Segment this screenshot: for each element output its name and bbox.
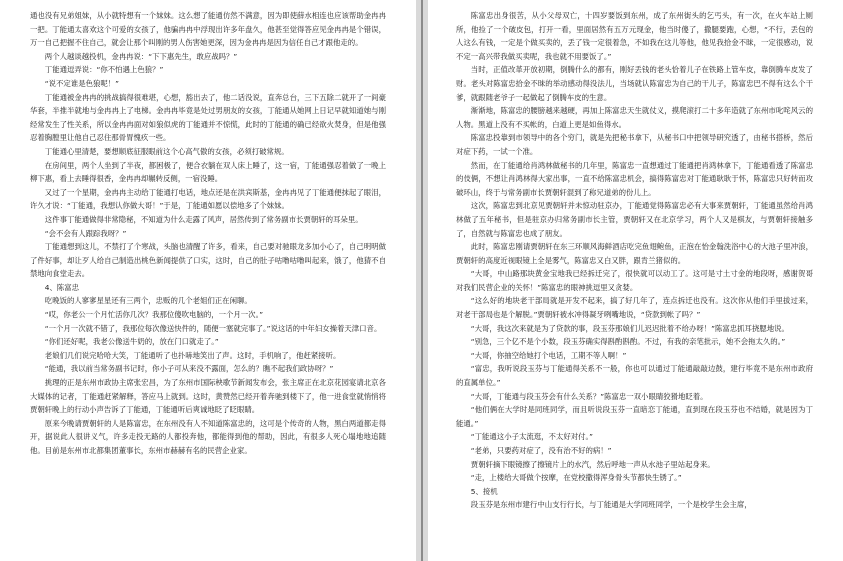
paragraph: 两个人越谈越投机，金冉冉说：“下下惠先生，敢应战吗？” — [44, 51, 238, 61]
paragraph: 陈富忠投靠到市领导中的各个穷门，就是先把秘书拿下，从秘书口中把领导研究透了，由秘书搭桥，然后对症下药，一试一个准。 — [456, 133, 813, 156]
paragraph: “哎，你老公一个月忙活你几次？我那位傻吹电脑的，一个月一次。” — [44, 310, 264, 320]
page-gutter — [416, 0, 428, 561]
paragraph: “他们俩在大学时是同班同学，而且听说段玉芬一直暗恋丁能通，直到现在段玉芬也不结婚，就是因为丁能通。” — [456, 405, 813, 428]
paragraph: 丁能通心里清楚，要想顺底征服眼前这个心高气傲的女孩，必须打破常规。 — [44, 146, 289, 156]
paragraph: 此时，陈富忠刚请贾朝轩在东三环顺风海鲜酒店吃完鱼翅鲍鱼，正泡在怡金翰洗浴中心的大池子里冲浪，贾朝轩的高度近视眼镜上全是雾气，陈富忠又白又胖，跟肯兰猪似的。 — [456, 242, 813, 265]
paragraph: “这么好的地块老干部局就是开发不起来，搞了好几年了，连点拆迁也没有。这次你从他们手里拔过来，对老干部局也是个解脱。”贾朝轩被水冲得凝牙咧嘴地说，“贷款到帐了吗？” — [456, 296, 813, 320]
paragraph: 丁能通想到这儿，不禁打了个寒战，头脑也清醒了许多，看来，自己要对驰眼龙多加小心了，自己明明做了件好事，却让歹人给自己制造出桃色新闻提供了口实，这时，自己的肚子咕噜咕噜叫起来，饿了，他猜不自禁地向食堂走去。 — [30, 242, 386, 279]
paragraph: 通也没有兄弟姐妹，从小就特想有一个妹妹。这么想了能通仿然不满意，因为即使薛水相连也应该帮助金冉冉一把。丁能通太喜欢这个可爱的女孩了，他骗冉冉中浮现出许多年盘久，他甚至觉得答应见金冉冉是个错误，万一自己把握不住自己，就会让那个叫刚的男人伤害她更深，因为金冉冉是因为信任自己才跟他走的。 — [30, 11, 386, 48]
paragraph: 在房间里，两个人坐到了半夜，都困极了，便合衣躺在双人床上睡了，这一宿，丁能通强忍着做了一晚上柳下惠，看上去睡得很香，金冉冉却辗转反侧，一宿没睡。 — [30, 160, 386, 184]
section-heading: 5、接机 — [470, 486, 498, 496]
paragraph: 老娘们几们说完哈哈大笑，丁能通听了也扑哧地笑出了声。这时，手机响了，他赶紧接听。 — [44, 350, 341, 360]
paragraph: “能通，我以前当常务副书记时，你小子可从来没不露面，怎么的？瞧不起我们政协呀？” — [44, 364, 334, 374]
paragraph: 丁能通被金冉冉的挑战搞得很难堪，心想，豁出去了，他二话没说，直奔总台，三下五除二就开了一间豪华套，半推半就地与金冉冉上了电梯。金冉冉毕竟是处过男朋友的女孩，丁能通从她网上日记早就知道她与刚经常发生了性关系，所以金冉冉面对如狼似虎的丁能通并不惊慌，此时的丁能通的确已经欲火焚身，但是他强忍着胸膛里让他自己忍住那骨胃愧疚一些。 — [30, 92, 386, 143]
paragraph: 段玉芬是东州市建行中山支行行长，与丁能通是大学同班同学，一个是校学生会主席， — [470, 500, 752, 510]
paragraph: “你们还好呢，我老公像送牛奶的，放在门口就走了。” — [44, 337, 219, 347]
paragraph: “一个月一次就不错了，我那位每次像送快件的，随便一塞就完事了。”说这话的中年妇女操着天津口音。 — [44, 323, 382, 333]
paragraph: 这件事丁能通做得非常隐秘，不知道为什么走露了风声，居然传到了常务副市长贾朝轩的耳朵里。 — [44, 214, 363, 224]
paragraph: “丁能通这小子太流逛，不太好对付。” — [470, 432, 594, 442]
right-page — [428, 0, 843, 561]
left-page-content — [30, 9, 386, 458]
paragraph: “说不定谁是色狼呢！” — [44, 78, 119, 88]
section-heading: 4、陈富忠 — [44, 282, 80, 292]
paragraph: 原来今晚请贾朝轩的人是陈富忠，在东州没有人不知道陈富忠的，这可是个传奇的人物，黑白两道都走得开，据说此人很讲义气，许多走投无路的人都投奔他，都能得到他的帮助，因此，有很多人死心塌地地追随他。目前是东州市北都集团董事长，东州市赫赫有名的民营企业家。 — [30, 418, 386, 455]
paragraph: “会不会有人跟踪我呀？” — [44, 228, 127, 238]
left-page — [0, 0, 416, 561]
paragraph: 吃晚饭的人寥寥星星还有三两个，忠贩的几个老姐们正在闲聊。 — [44, 296, 252, 306]
right-page-content — [456, 9, 813, 512]
paragraph: 贾朝轩摘下眼镜擦了擦镜片上的水汽，然后呼地一声从水池子里站起身来。 — [470, 459, 715, 469]
paragraph: “走，上楼给大哥做个按摩，在党校撒得浑身骨头节都快生锈了。” — [470, 473, 682, 483]
paragraph: 丁能通逗弄说：“你不怕遇上色狼？” — [44, 65, 164, 75]
paragraph: “大哥，中山路那块黄金宝地我已经拆迁完了，很快就可以动工了。这可是寸土寸金的地段呀，感谢贺哥对我们民营企业的关怀！”陈富忠的眼神挑逗里又贪婪。 — [456, 269, 813, 292]
paragraph: “富忠，我听说段玉芬与丁能通得关系不一般，你也可以通过丁能通敲敲边鼓，建行毕竟不是东州市政府的直属单位。” — [456, 364, 813, 388]
paragraph: “别急，三个亿不是个小数，段玉芬确实得斟酌斟酌。不过，有我的亲笔批示，她不会拖太久的。” — [470, 337, 786, 347]
paragraph: 当时，正值改革开放初期，倒腾什么的都有，刚好丢钱的老头恰着儿子在铁路上管车皮，靠倒腾车皮发了财。老头对陈富忠拾金不昧的举动感动得没法儿，当场就认陈富忠为自己的干儿子，陈富忠巴不得有这么个干爹，就跟随老爷子一起做起了倒腾车皮的生意。 — [456, 65, 813, 102]
paragraph: “大哥，你抽空给她打个电话，工期不等人啊！” — [470, 350, 627, 360]
paragraph: “老弟，只要药对症了，没有治不好的病！” — [470, 446, 612, 455]
paragraph: 挑理的正是东州市政协主席张宏昌，为了东州市国际秧歌节新闻发布会，张主席正在北京花园宴请北京各大媒体的记者，丁能通赶紧解释，答应马上就到。这时，黄赞然已经开着奔驰到楼下了，他一进食堂就悄悄将贾朝轩晚上的行动小声告诉了丁能通，丁能通听后爽诚地眨了眨眼睛。 — [30, 378, 386, 415]
gutter-divider-line — [421, 0, 423, 561]
paragraph: 渐渐地，陈富忠的腰膀越来越硬，再加上陈富忠天生就仗义，摸爬滚打二十多年造就了东州市叱咤风云的人物。黑道上没有不买帐的，白道上更是如鱼得水。 — [456, 106, 813, 129]
paragraph: 陈富忠出身很苦，从小父母双亡，十四岁要饭到东州，成了东州街头的乞丐头，有一次，在火车站上厕所，他捡了一个破皮包，打开一看，里面居然有五万元现金，他当时傻了，撒腿要跑，心想，“不行，丢包的人这么有钱，一定是个做买卖的，丢了钱一定很着急，不如我在这儿等他，他见我拾金不昧，一定很感动，说不定一高兴带我做买卖呢，我也就不用要饭了。” — [456, 11, 813, 61]
paragraph: 然而，在丁能通给肖鸿林做秘书的几年里，陈富忠一直想通过丁能通把肖鸿林拿下，丁能通看透了陈富忠的伎俩，不想让肖鸿林得大家出事，一直不给陈富忠机会，搞得陈富忠对丁能通耿耿于怀，陈富忠只好转而攻破环山，终于与常务副市长贾朝轩混到了称兄道弟的份儿上。 — [456, 160, 813, 197]
paragraph: 这次，陈富忠到北京见贾朝轩并未惊动驻京办，丁能通觉得陈富忠必有大事来贾朝轩，丁能通虽然给肖鸿林做了五年秘书，但是驻京办归常务副市长主管，贾朝轩又在北京学习，两个人又是棋友，与贾朝轩接触多了，自然就与陈富忠也成了朋友。 — [456, 201, 813, 238]
paragraph: “大哥，丁能通与段玉芬会有什么关系？”陈富忠一双小眼睛狡猾地眨着。 — [470, 391, 708, 401]
paragraph: “大哥，我这次来就是为了贷款的事，段玉芬那娘们儿迟迟批着不给办呀！”陈富忠抓耳挠腮地说。 — [470, 323, 789, 333]
paragraph: 又过了一个星期，金冉冉主动给丁能通打电话，地点还是在洪宾斯基，金冉冉见了丁能通便抹起了眼泪，许久才说：“丁能通，我想认你做大哥！”于是，丁能通如愿以偿地多了个妹妹。 — [30, 187, 386, 211]
